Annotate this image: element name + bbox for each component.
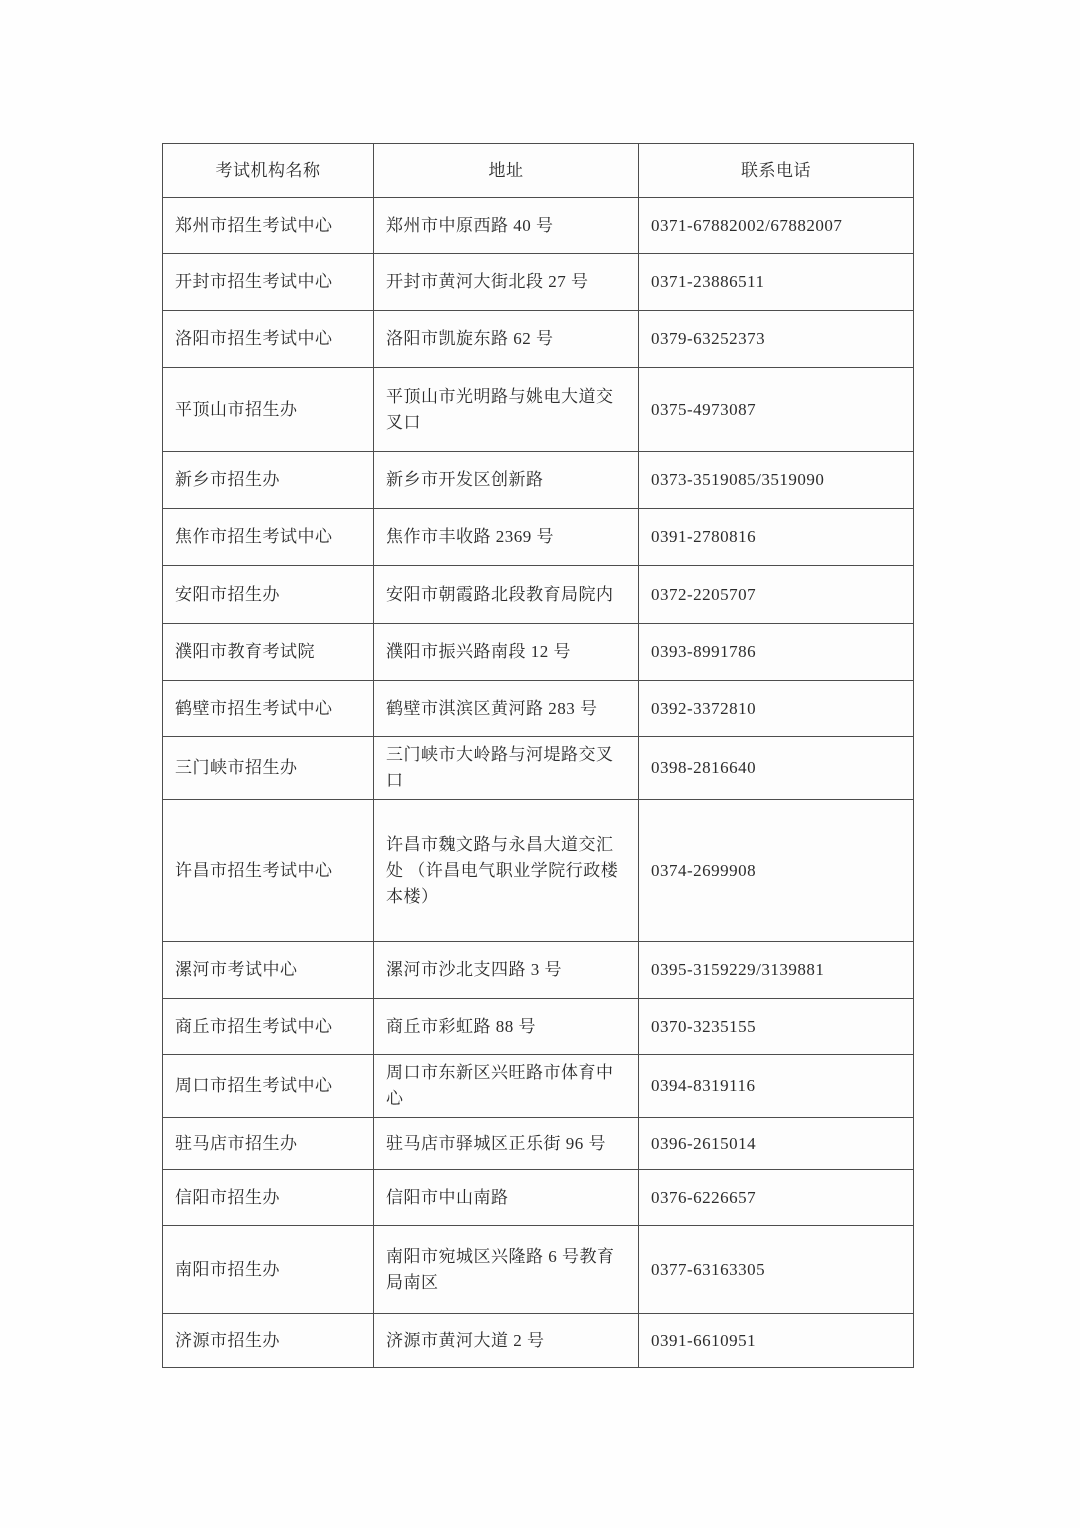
institution-name-cell: 新乡市招生办 [163, 452, 374, 509]
table-row [163, 800, 914, 942]
phone-cell: 0372-2205707 [639, 566, 914, 624]
address-cell: 信阳市中山南路 [374, 1170, 639, 1226]
institution-name-cell: 济源市招生办 [163, 1314, 374, 1368]
phone-cell: 0396-2615014 [639, 1118, 914, 1170]
address-cell: 开封市黄河大街北段 27 号 [374, 254, 639, 311]
address-cell: 济源市黄河大道 2 号 [374, 1314, 639, 1368]
institution-name-cell: 漯河市考试中心 [163, 942, 374, 999]
table-row [163, 1226, 914, 1314]
table-row [163, 1118, 914, 1170]
institution-name-cell: 三门峡市招生办 [163, 737, 374, 800]
phone-cell: 0374-2699908 [639, 800, 914, 942]
table-row [163, 198, 914, 254]
phone-cell: 0379-63252373 [639, 311, 914, 368]
table-header-row [163, 144, 914, 198]
phone-cell: 0371-67882002/67882007 [639, 198, 914, 254]
address-cell: 濮阳市振兴路南段 12 号 [374, 624, 639, 681]
table-row [163, 942, 914, 999]
phone-cell: 0395-3159229/3139881 [639, 942, 914, 999]
table-row [163, 509, 914, 566]
table-row [163, 452, 914, 509]
table-row [163, 1314, 914, 1368]
address-cell: 郑州市中原西路 40 号 [374, 198, 639, 254]
address-cell: 商丘市彩虹路 88 号 [374, 999, 639, 1055]
address-cell: 鹤壁市淇滨区黄河路 283 号 [374, 681, 639, 737]
phone-cell: 0373-3519085/3519090 [639, 452, 914, 509]
institution-name-cell: 郑州市招生考试中心 [163, 198, 374, 254]
institution-name-cell: 信阳市招生办 [163, 1170, 374, 1226]
address-cell: 驻马店市驿城区正乐街 96 号 [374, 1118, 639, 1170]
address-cell: 周口市东新区兴旺路市体育中心 [374, 1055, 639, 1118]
phone-cell: 0392-3372810 [639, 681, 914, 737]
address-cell: 焦作市丰收路 2369 号 [374, 509, 639, 566]
table-row [163, 368, 914, 452]
table-row [163, 1170, 914, 1226]
table-row [163, 566, 914, 624]
column-header-institution-name: 考试机构名称 [163, 144, 374, 198]
institution-name-cell: 平顶山市招生办 [163, 368, 374, 452]
institution-name-cell: 南阳市招生办 [163, 1226, 374, 1314]
table-row [163, 624, 914, 681]
phone-cell: 0391-6610951 [639, 1314, 914, 1368]
table-row [163, 999, 914, 1055]
phone-cell: 0370-3235155 [639, 999, 914, 1055]
institution-name-cell: 安阳市招生办 [163, 566, 374, 624]
phone-cell: 0377-63163305 [639, 1226, 914, 1314]
address-cell: 三门峡市大岭路与河堤路交叉口 [374, 737, 639, 800]
address-cell: 新乡市开发区创新路 [374, 452, 639, 509]
table-row [163, 681, 914, 737]
phone-cell: 0391-2780816 [639, 509, 914, 566]
table-row [163, 311, 914, 368]
phone-cell: 0376-6226657 [639, 1170, 914, 1226]
institution-name-cell: 商丘市招生考试中心 [163, 999, 374, 1055]
institution-name-cell: 周口市招生考试中心 [163, 1055, 374, 1118]
address-cell: 洛阳市凯旋东路 62 号 [374, 311, 639, 368]
institution-name-cell: 焦作市招生考试中心 [163, 509, 374, 566]
column-header-address: 地址 [374, 144, 639, 198]
address-cell: 南阳市宛城区兴隆路 6 号教育局南区 [374, 1226, 639, 1314]
address-cell: 漯河市沙北支四路 3 号 [374, 942, 639, 999]
address-cell: 安阳市朝霞路北段教育局院内 [374, 566, 639, 624]
table-row [163, 254, 914, 311]
institution-name-cell: 鹤壁市招生考试中心 [163, 681, 374, 737]
institution-name-cell: 许昌市招生考试中心 [163, 800, 374, 942]
address-cell: 平顶山市光明路与姚电大道交叉口 [374, 368, 639, 452]
column-header-phone: 联系电话 [639, 144, 914, 198]
phone-cell: 0375-4973087 [639, 368, 914, 452]
address-cell: 许昌市魏文路与永昌大道交汇处 （许昌电气职业学院行政楼本楼） [374, 800, 639, 942]
exam-office-contact-table [162, 143, 914, 1368]
phone-cell: 0398-2816640 [639, 737, 914, 800]
institution-name-cell: 洛阳市招生考试中心 [163, 311, 374, 368]
phone-cell: 0371-23886511 [639, 254, 914, 311]
phone-cell: 0394-8319116 [639, 1055, 914, 1118]
institution-name-cell: 濮阳市教育考试院 [163, 624, 374, 681]
table-row [163, 1055, 914, 1118]
phone-cell: 0393-8991786 [639, 624, 914, 681]
institution-name-cell: 驻马店市招生办 [163, 1118, 374, 1170]
institution-name-cell: 开封市招生考试中心 [163, 254, 374, 311]
table-row [163, 737, 914, 800]
